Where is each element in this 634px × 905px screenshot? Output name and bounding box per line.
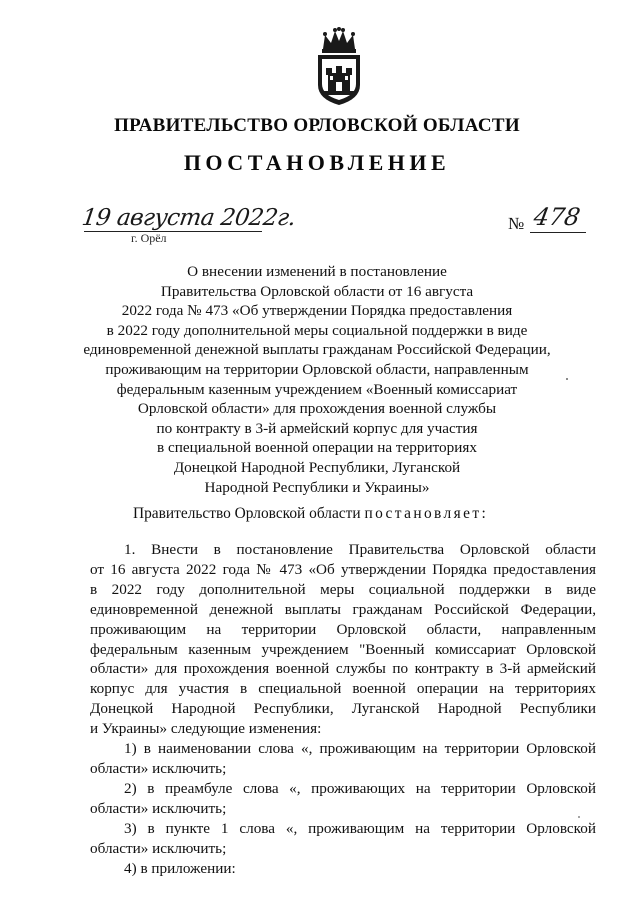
paragraph-line: Донецкой Народной Республики, Луганской Народной Республики — [90, 700, 596, 718]
handwritten-date: 19 августа 2022г. — [80, 205, 298, 231]
decree-prefix: Правительство Орловской области — [133, 505, 365, 522]
paragraph-line: 1) в наименовании слова «, проживающим на территории Орловской — [124, 740, 596, 757]
title-line: единовременной денежной выплаты гражданам Российской Федерации, — [83, 341, 551, 359]
paragraph-item-1 — [90, 540, 596, 739]
title-line: О внесении изменений в постановление — [187, 263, 447, 280]
paragraph-line: области» исключить; — [90, 839, 227, 857]
title-line: в 2022 году дополнительной меры социальной поддержки в виде — [106, 321, 528, 339]
title-line: в специальной военной операции на территориях — [157, 439, 477, 457]
paragraph-line: проживающим на территории Орловской области, направленным — [90, 620, 596, 638]
paragraph-line: корпус для участия в специальной военной операции на территориях — [90, 680, 596, 698]
city-label: г. Орёл — [131, 231, 167, 245]
paragraph-line: и Украины» следующие изменения: — [90, 720, 322, 738]
title-line: Донецкой Народной Республики, Луганской — [173, 458, 461, 476]
subitem-1 — [90, 739, 596, 779]
number-underline — [530, 232, 586, 233]
subitem-3 — [90, 819, 596, 859]
subitem-2 — [90, 779, 596, 819]
subitem-4 — [90, 859, 596, 879]
paragraph-line: от 16 августа 2022 года № 473 «Об утверждении Порядка предоставления — [90, 560, 596, 578]
title-line: Правительства Орловской области от 16 августа — [160, 282, 474, 300]
date-underline — [84, 231, 262, 232]
paragraph-line: области» исключить; — [90, 799, 227, 817]
paragraph-line: области» исключить; — [90, 759, 227, 777]
document-type-title: ПОСТАНОВЛЕНИЕ — [183, 150, 451, 175]
title-line: проживающим на территории Орловской области, направленным — [105, 360, 529, 378]
decree-suffix: : — [481, 505, 486, 522]
paragraph-line: 3) в пункте 1 слова «, проживающим на территории Орловской — [124, 820, 596, 837]
paragraph-line: в 2022 году дополнительной меры социальной поддержки в виде — [90, 580, 596, 598]
scan-speck — [566, 378, 568, 380]
document-subject-title — [40, 262, 594, 497]
paragraph-line: федеральным казенным учреждением "Военный комиссариат Орловской — [90, 640, 596, 658]
paragraph-line: 4) в приложении: — [124, 860, 236, 877]
government-name: ПРАВИТЕЛЬСТВО ОРЛОВСКОЙ ОБЛАСТИ — [114, 115, 520, 136]
number-sign: № — [508, 214, 525, 233]
title-line: по контракту в 3-й армейский корпус для участия — [156, 419, 478, 437]
handwritten-document-number: 478 — [531, 203, 583, 231]
decree-statement — [133, 505, 486, 523]
title-line: Орловской области» для прохождения военной службы — [137, 400, 497, 418]
title-line: Народной Республики и Украины» — [204, 478, 430, 496]
title-line: федеральным казенным учреждением «Военный комиссариат — [116, 380, 518, 398]
coat-of-arms-emblem — [313, 27, 365, 107]
title-line: 2022 года № 473 «Об утверждении Порядка предоставления — [121, 302, 513, 320]
paragraph-line: области» для прохождения военной службы по контракту в 3-й армейский — [90, 660, 596, 678]
paragraph-line: 2) в преамбуле слова «, проживающих на территории Орловской — [124, 780, 596, 797]
decree-verb: постановляет — [364, 505, 482, 522]
paragraph-line: 1. Внести в постановление Правительства Орловской области — [124, 541, 596, 558]
paragraph-line: единовременной денежной выплаты гражданам Российской Федерации, — [90, 600, 596, 618]
scan-speck — [578, 816, 580, 818]
